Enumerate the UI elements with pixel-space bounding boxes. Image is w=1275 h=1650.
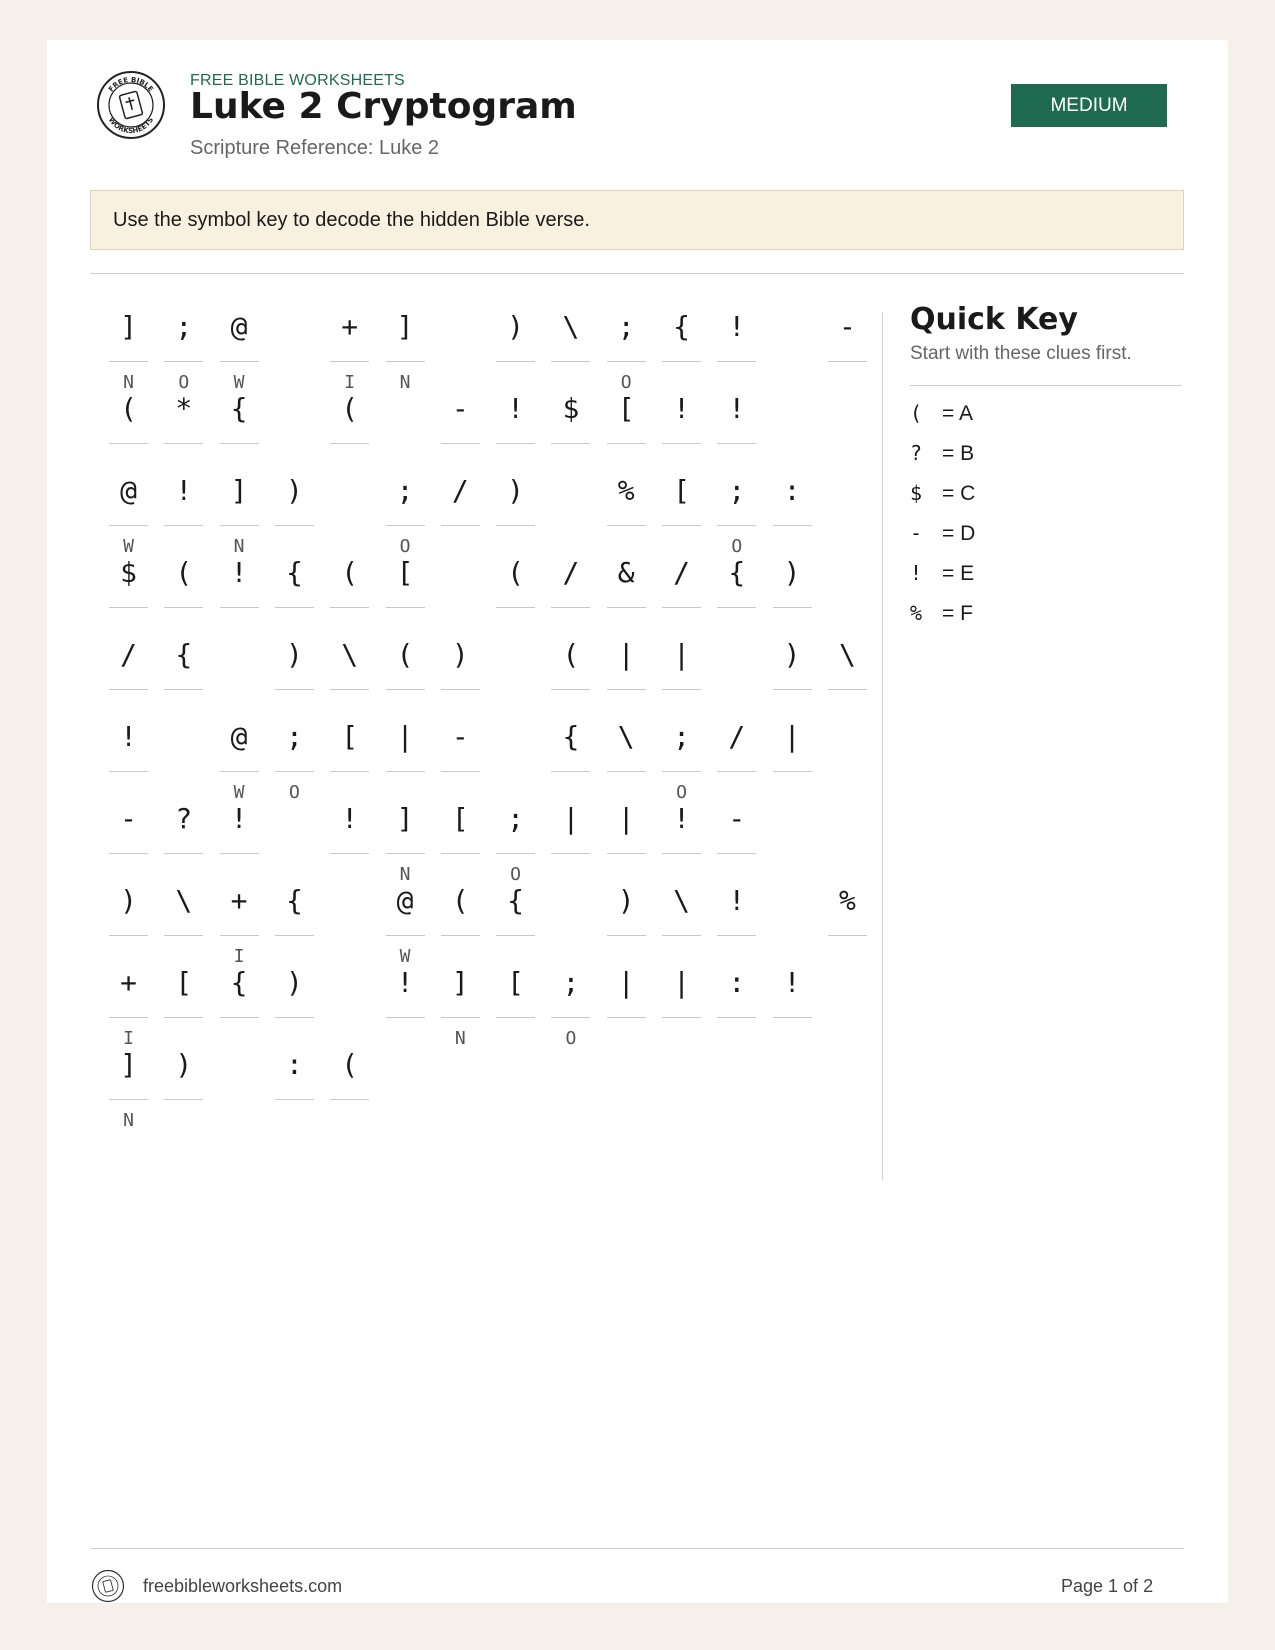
cipher-symbol: \ — [617, 719, 635, 753]
answer-line[interactable] — [386, 853, 425, 854]
answer-line[interactable] — [441, 525, 480, 526]
answer-line[interactable] — [164, 443, 203, 444]
cipher-symbol: ; — [396, 473, 414, 507]
cipher-symbol: ! — [728, 309, 746, 343]
cipher-symbol: ) — [285, 965, 303, 999]
cipher-symbol: ? — [175, 801, 193, 835]
answer-line[interactable] — [662, 935, 701, 936]
cipher-symbol: { — [673, 309, 690, 343]
key-letter: = E — [942, 562, 975, 585]
cipher-symbol: / — [728, 719, 746, 753]
cipher-symbol: ) — [783, 555, 801, 589]
hint-letter: O — [620, 372, 632, 393]
cipher-symbol: ( — [562, 637, 580, 671]
quick-key-subtitle: Start with these clues first. — [910, 343, 1132, 364]
cipher-symbol: ! — [120, 719, 137, 753]
key-letter: = D — [942, 522, 976, 545]
cipher-symbol: : — [783, 473, 801, 507]
cipher-symbol: { — [230, 391, 248, 425]
cipher-symbol: ( — [451, 883, 469, 917]
quick-key-entry — [910, 401, 973, 431]
hint-letter: O — [731, 536, 743, 557]
cipher-symbol: : — [285, 1047, 303, 1081]
answer-line[interactable] — [662, 443, 701, 444]
cipher-symbol: ) — [507, 473, 525, 507]
answer-line[interactable] — [551, 853, 590, 854]
key-letter: = B — [942, 442, 975, 465]
answer-line[interactable] — [330, 607, 369, 608]
hint-letter: N — [399, 864, 411, 885]
answer-line[interactable] — [386, 361, 425, 362]
cipher-symbol: ; — [507, 801, 525, 835]
cipher-symbol: | — [783, 719, 801, 753]
answer-line[interactable] — [386, 689, 425, 690]
cipher-symbol: ( — [396, 637, 414, 671]
cipher-symbol: { — [728, 555, 746, 589]
hint-letter: I — [344, 372, 356, 393]
answer-line[interactable] — [773, 771, 812, 772]
answer-line[interactable] — [386, 607, 425, 608]
answer-line[interactable] — [496, 935, 535, 936]
answer-line[interactable] — [441, 689, 480, 690]
cipher-symbol: ] — [230, 473, 248, 507]
key-symbol: % — [910, 601, 923, 625]
answer-line[interactable] — [164, 853, 203, 854]
cipher-symbol: @ — [120, 473, 137, 507]
answer-line[interactable] — [330, 443, 369, 444]
answer-line[interactable] — [662, 361, 701, 362]
answer-line[interactable] — [496, 607, 535, 608]
difficulty-badge: MEDIUM — [1011, 84, 1167, 127]
answer-line[interactable] — [607, 689, 646, 690]
cipher-symbol: ! — [230, 801, 248, 835]
answer-line[interactable] — [607, 525, 646, 526]
answer-line[interactable] — [496, 443, 535, 444]
cipher-symbol: { — [230, 965, 248, 999]
cipher-symbol: ( — [175, 555, 193, 589]
answer-line[interactable] — [386, 771, 425, 772]
svg-text:WORKSHEETS: WORKSHEETS — [106, 115, 156, 136]
cipher-symbol: { — [562, 719, 580, 753]
answer-line[interactable] — [551, 689, 590, 690]
answer-line[interactable] — [662, 689, 701, 690]
answer-line[interactable] — [109, 607, 148, 608]
answer-line[interactable] — [662, 771, 701, 772]
cipher-symbol: - — [120, 801, 137, 835]
footer-logo-icon — [91, 1569, 125, 1603]
cipher-symbol: { — [175, 637, 193, 671]
quick-key-divider — [910, 385, 1182, 386]
cipher-symbol: ] — [120, 1047, 137, 1081]
answer-line[interactable] — [717, 361, 756, 362]
footer-site: freebibleworksheets.com — [143, 1576, 343, 1596]
cipher-symbol: \ — [175, 883, 193, 917]
answer-line[interactable] — [441, 443, 480, 444]
cipher-symbol: ; — [562, 965, 580, 999]
answer-line[interactable] — [109, 1099, 148, 1100]
cipher-symbol: ; — [673, 719, 690, 753]
answer-line[interactable] — [164, 1017, 203, 1018]
cipher-symbol: ; — [728, 473, 746, 507]
scripture-reference: Scripture Reference: Luke 2 — [190, 137, 440, 159]
cipher-symbol: ) — [617, 883, 635, 917]
hint-letter: I — [233, 946, 245, 967]
cipher-symbol: ( — [341, 555, 359, 589]
key-symbol: ! — [910, 561, 923, 585]
answer-line[interactable] — [551, 1017, 590, 1018]
answer-line[interactable] — [441, 771, 480, 772]
answer-line[interactable] — [164, 689, 203, 690]
cipher-symbol: - — [838, 309, 856, 343]
hint-letter: W — [399, 946, 411, 967]
cipher-symbol: ( — [341, 391, 359, 425]
cipher-symbol: ; — [175, 309, 193, 343]
answer-line[interactable] — [164, 607, 203, 608]
key-symbol: ? — [910, 441, 923, 465]
answer-line[interactable] — [496, 1017, 535, 1018]
answer-line[interactable] — [496, 525, 535, 526]
key-symbol: $ — [910, 481, 923, 505]
cipher-symbol: { — [507, 883, 525, 917]
hint-letter: O — [510, 864, 522, 885]
answer-line[interactable] — [164, 935, 203, 936]
cipher-symbol: - — [451, 391, 469, 425]
answer-line[interactable] — [551, 361, 590, 362]
cipher-symbol: ! — [673, 801, 690, 835]
answer-line[interactable] — [386, 1017, 425, 1018]
svg-text:FREE BIBLE: FREE BIBLE — [107, 75, 155, 94]
cipher-symbol: - — [728, 801, 746, 835]
answer-line[interactable] — [220, 771, 259, 772]
cipher-symbol: @ — [230, 309, 248, 343]
answer-line[interactable] — [441, 853, 480, 854]
cipher-symbol: | — [617, 801, 635, 835]
answer-line[interactable] — [109, 443, 148, 444]
cipher-symbol: ) — [285, 637, 303, 671]
answer-line[interactable] — [441, 935, 480, 936]
quick-key-entry — [910, 481, 975, 511]
cipher-symbol: \ — [562, 309, 580, 343]
answer-line[interactable] — [386, 525, 425, 526]
cipher-symbol: @ — [396, 883, 414, 917]
quick-key-title: Quick Key — [910, 302, 1078, 337]
answer-line[interactable] — [607, 1017, 646, 1018]
answer-line[interactable] — [717, 1017, 756, 1018]
answer-line[interactable] — [275, 689, 314, 690]
cipher-symbol: + — [230, 883, 248, 917]
cipher-symbol: [ — [507, 965, 525, 999]
answer-line[interactable] — [220, 443, 259, 444]
answer-line[interactable] — [551, 607, 590, 608]
answer-line[interactable] — [828, 935, 867, 936]
answer-line[interactable] — [717, 607, 756, 608]
cipher-symbol: { — [285, 555, 303, 589]
answer-line[interactable] — [164, 525, 203, 526]
cipher-symbol: ! — [175, 473, 193, 507]
answer-line[interactable] — [607, 443, 646, 444]
answer-line[interactable] — [441, 1017, 480, 1018]
answer-line[interactable] — [551, 771, 590, 772]
hint-letter: I — [123, 1028, 134, 1049]
hint-letter: N — [454, 1028, 466, 1049]
cipher-symbol: ( — [120, 391, 137, 425]
hint-letter: W — [123, 536, 134, 557]
cipher-symbol: ; — [617, 309, 635, 343]
answer-line[interactable] — [773, 525, 812, 526]
answer-line[interactable] — [109, 935, 148, 936]
answer-line[interactable] — [220, 607, 259, 608]
answer-line[interactable] — [330, 361, 369, 362]
key-symbol: - — [910, 521, 923, 545]
cipher-symbol: ] — [451, 965, 469, 999]
cipher-symbol: / — [562, 555, 580, 589]
answer-line[interactable] — [220, 361, 259, 362]
cipher-symbol: & — [617, 555, 635, 589]
cipher-symbol: - — [451, 719, 469, 753]
cipher-symbol: \ — [838, 637, 856, 671]
cipher-symbol: ! — [507, 391, 525, 425]
answer-line[interactable] — [662, 1017, 701, 1018]
hint-letter: O — [288, 782, 300, 803]
cipher-symbol: [ — [617, 391, 635, 425]
cipher-symbol: ) — [285, 473, 303, 507]
answer-line[interactable] — [330, 1099, 369, 1100]
answer-line[interactable] — [330, 771, 369, 772]
hint-letter: N — [233, 536, 245, 557]
answer-line[interactable] — [109, 853, 148, 854]
answer-line[interactable] — [109, 525, 148, 526]
answer-line[interactable] — [164, 361, 203, 362]
answer-line[interactable] — [109, 1017, 148, 1018]
answer-line[interactable] — [607, 607, 646, 608]
cipher-symbol: | — [673, 637, 690, 671]
quick-key-entry — [910, 441, 974, 471]
cipher-symbol: ) — [451, 637, 469, 671]
cipher-symbol: ! — [396, 965, 414, 999]
answer-line[interactable] — [607, 771, 646, 772]
answer-line[interactable] — [717, 771, 756, 772]
cipher-symbol: / — [451, 473, 469, 507]
key-letter: = A — [942, 402, 973, 425]
answer-line[interactable] — [109, 361, 148, 362]
hint-letter: N — [123, 1110, 134, 1131]
cipher-symbol: : — [728, 965, 746, 999]
cipher-symbol: [ — [451, 801, 469, 835]
cipher-symbol: $ — [562, 391, 580, 425]
answer-line[interactable] — [717, 853, 756, 854]
answer-line[interactable] — [773, 1017, 812, 1018]
cipher-symbol: ! — [728, 391, 746, 425]
cipher-symbol: | — [617, 965, 635, 999]
answer-line[interactable] — [220, 525, 259, 526]
answer-line[interactable] — [220, 1017, 259, 1018]
answer-line[interactable] — [607, 935, 646, 936]
answer-line[interactable] — [220, 935, 259, 936]
answer-line[interactable] — [275, 771, 314, 772]
cipher-symbol: ( — [507, 555, 525, 589]
cipher-symbol: % — [838, 883, 856, 917]
answer-line[interactable] — [275, 935, 314, 936]
answer-line[interactable] — [662, 607, 701, 608]
cipher-symbol: / — [673, 555, 690, 589]
answer-line[interactable] — [773, 689, 812, 690]
cipher-symbol: @ — [230, 719, 248, 753]
answer-line[interactable] — [662, 853, 701, 854]
quick-key-entry — [910, 521, 975, 551]
hint-letter: N — [399, 372, 411, 393]
hint-letter: O — [399, 536, 411, 557]
instructions-box — [90, 190, 1184, 250]
cipher-symbol: ] — [120, 309, 137, 343]
answer-line[interactable] — [275, 1017, 314, 1018]
answer-line[interactable] — [828, 689, 867, 690]
cipher-symbol: ; — [285, 719, 303, 753]
cryptogram-grid — [47, 40, 1228, 1603]
answer-line[interactable] — [607, 853, 646, 854]
cipher-symbol: | — [673, 965, 690, 999]
page-number: Page 1 of 2 — [1061, 1576, 1154, 1596]
answer-line[interactable] — [496, 853, 535, 854]
answer-line[interactable] — [275, 607, 314, 608]
footer-divider — [90, 1548, 1184, 1549]
answer-line[interactable] — [164, 1099, 203, 1100]
cipher-symbol: ] — [396, 801, 414, 835]
hint-letter: W — [233, 372, 245, 393]
answer-line[interactable] — [109, 689, 148, 690]
answer-line[interactable] — [275, 525, 314, 526]
hint-letter: N — [123, 372, 134, 393]
answer-line[interactable] — [828, 361, 867, 362]
cipher-symbol: $ — [120, 555, 137, 589]
cipher-symbol: ) — [120, 883, 137, 917]
answer-line[interactable] — [717, 935, 756, 936]
cipher-symbol: ) — [507, 309, 525, 343]
cipher-symbol: ] — [396, 309, 414, 343]
quick-key-entry — [910, 601, 973, 631]
hint-letter: W — [233, 782, 245, 803]
cipher-symbol: [ — [673, 473, 690, 507]
answer-line[interactable] — [386, 935, 425, 936]
cipher-symbol: ) — [783, 637, 801, 671]
answer-line[interactable] — [330, 689, 369, 690]
instructions-text: Use the symbol key to decode the hidden Bible verse. — [113, 208, 590, 231]
cipher-symbol: \ — [341, 637, 359, 671]
cipher-symbol: [ — [396, 555, 414, 589]
answer-line[interactable] — [607, 361, 646, 362]
answer-line[interactable] — [662, 525, 701, 526]
cipher-symbol: * — [175, 391, 193, 425]
cipher-symbol: | — [562, 801, 580, 835]
cipher-symbol: + — [120, 965, 137, 999]
cipher-symbol: | — [617, 637, 635, 671]
worksheet-page — [47, 40, 1228, 1603]
cipher-symbol: + — [341, 309, 359, 343]
page-title: Luke 2 Cryptogram — [190, 86, 577, 127]
brand-name: FREE BIBLE WORKSHEETS — [190, 72, 405, 89]
key-letter: = F — [942, 602, 973, 625]
answer-line[interactable] — [496, 361, 535, 362]
answer-line[interactable] — [220, 853, 259, 854]
hint-letter: O — [565, 1028, 577, 1049]
hint-letter: O — [178, 372, 190, 393]
cipher-symbol: / — [120, 637, 137, 671]
answer-line[interactable] — [275, 1099, 314, 1100]
key-letter: = C — [942, 482, 976, 505]
cipher-symbol: | — [396, 719, 414, 753]
cipher-symbol: ! — [341, 801, 359, 835]
cipher-symbol: ) — [175, 1047, 193, 1081]
cipher-symbol: ( — [341, 1047, 359, 1081]
key-symbol: ( — [910, 401, 923, 425]
column-divider — [882, 312, 883, 1180]
hint-letter: O — [676, 782, 687, 803]
cipher-symbol: \ — [673, 883, 690, 917]
answer-line[interactable] — [773, 607, 812, 608]
cipher-symbol: ! — [230, 555, 248, 589]
cipher-symbol: [ — [341, 719, 359, 753]
header-divider — [90, 273, 1184, 274]
answer-line[interactable] — [330, 853, 369, 854]
cipher-symbol: [ — [175, 965, 193, 999]
answer-line[interactable] — [717, 443, 756, 444]
cipher-symbol: { — [285, 883, 303, 917]
cipher-symbol: ! — [783, 965, 801, 999]
cipher-symbol: % — [617, 473, 635, 507]
answer-line[interactable] — [717, 525, 756, 526]
bible-logo-icon — [96, 70, 166, 140]
answer-line[interactable] — [109, 771, 148, 772]
cipher-symbol: ! — [728, 883, 746, 917]
quick-key-entry — [910, 561, 974, 591]
cipher-symbol: ! — [673, 391, 690, 425]
answer-line[interactable] — [551, 443, 590, 444]
